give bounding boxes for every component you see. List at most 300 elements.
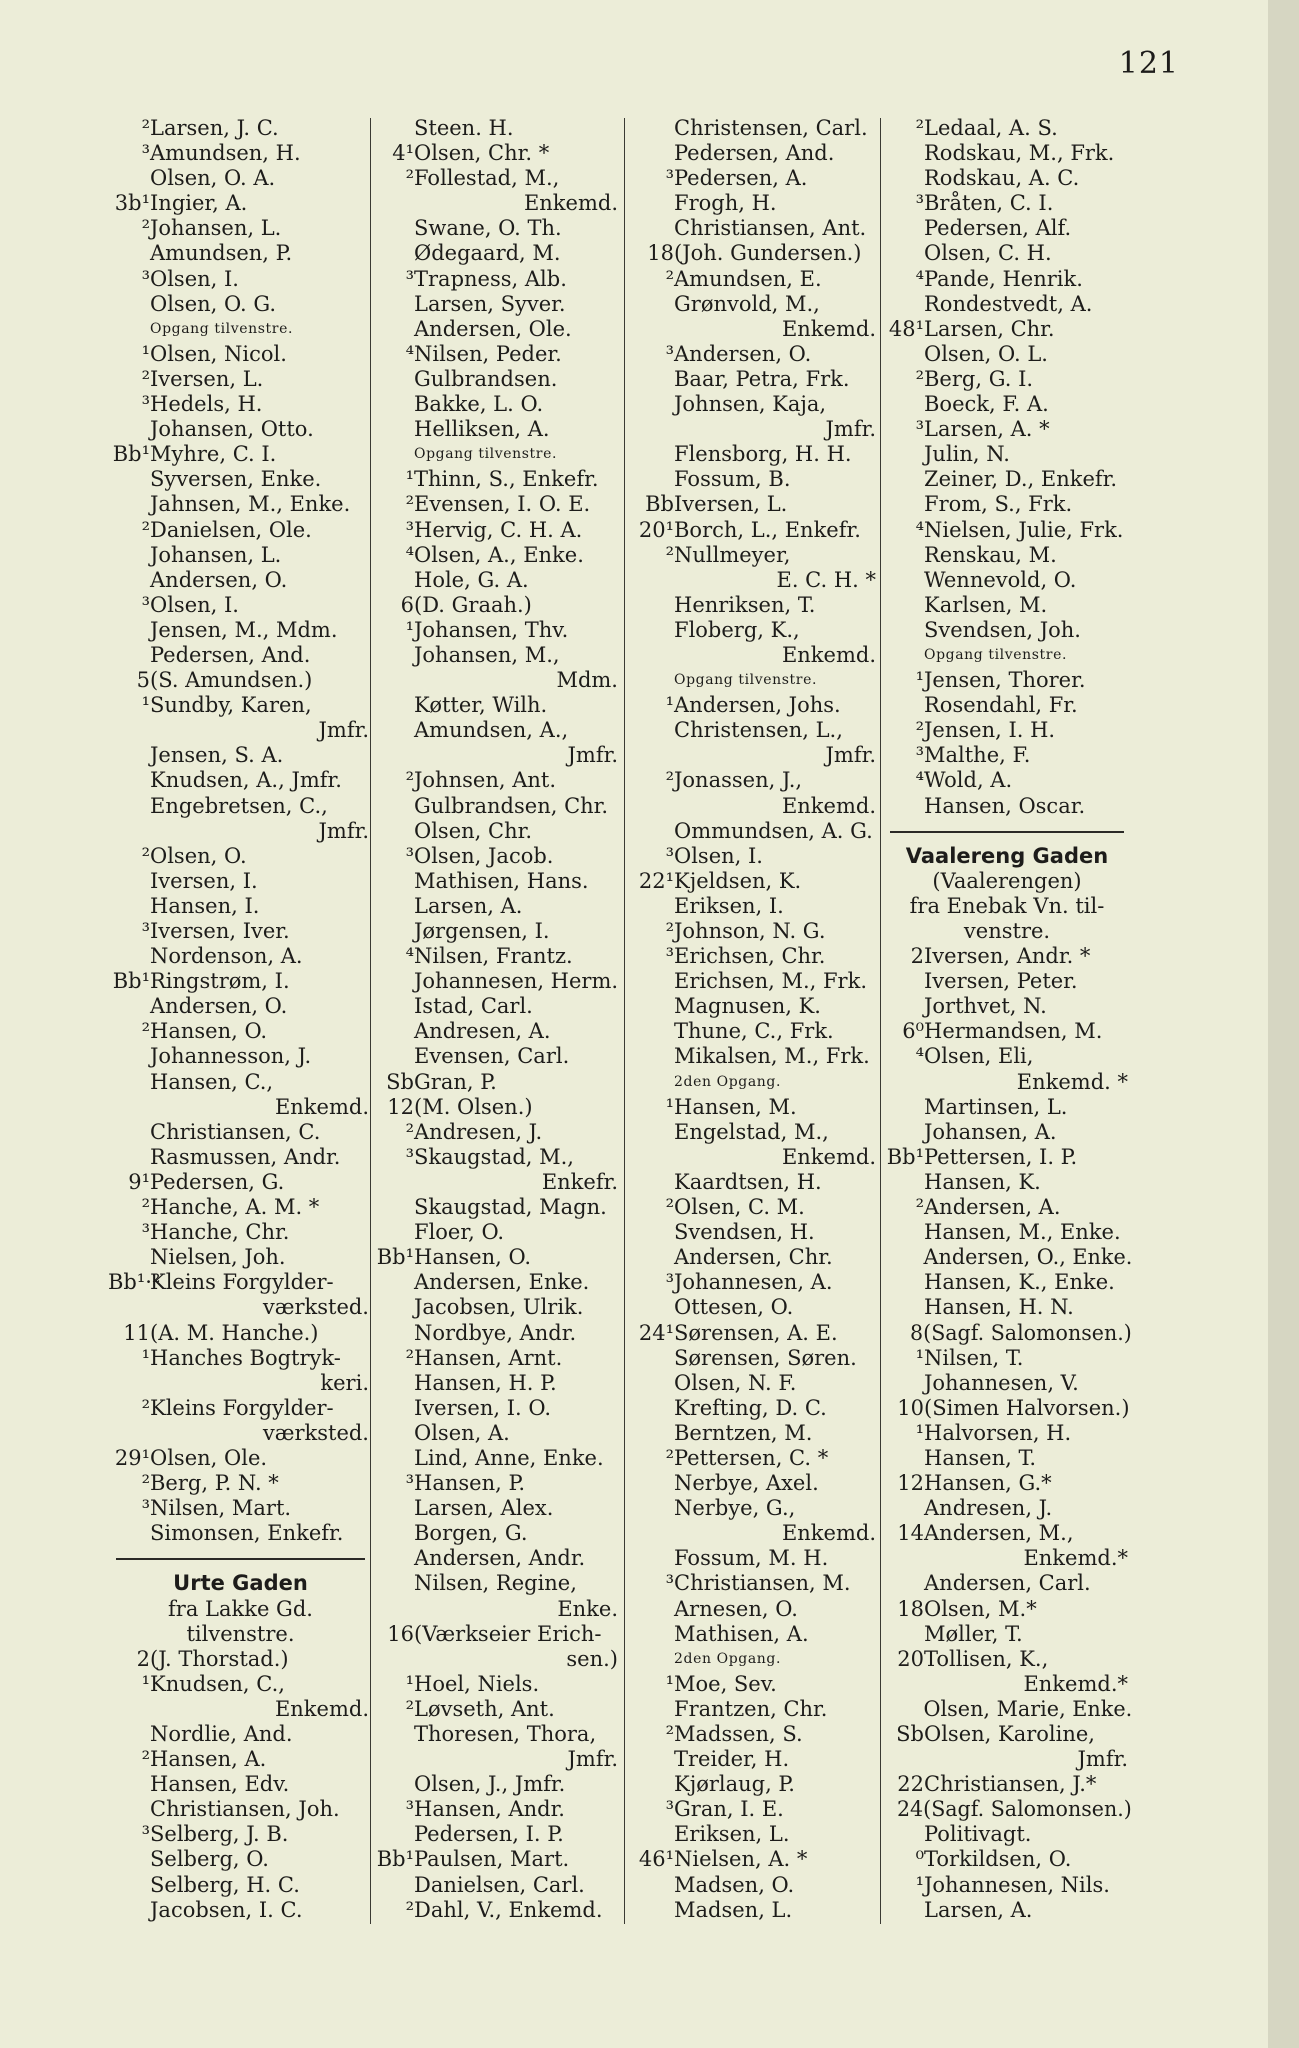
entry-name: Christiansen, M. <box>674 1571 851 1596</box>
resident-entry <box>632 944 880 969</box>
entry-name: Danielsen, Carl. <box>414 1872 585 1897</box>
entry-name: Baar, Petra, Frk. <box>674 366 850 391</box>
entry-marker: ¹ <box>141 341 150 366</box>
stair-subheading: 2den Opgang. <box>674 1650 781 1667</box>
resident-entry <box>372 844 622 869</box>
resident-entry <box>372 1446 622 1471</box>
resident-entry <box>632 1571 880 1596</box>
entry-name: Johannesen, V. <box>924 1370 1079 1395</box>
resident-entry <box>632 1019 880 1044</box>
entry-name: (D. Graah.) <box>414 592 532 617</box>
entry-marker: ² <box>665 266 674 291</box>
entry-marker: ³ <box>405 266 414 291</box>
resident-entry <box>372 216 622 241</box>
resident-entry <box>632 1245 880 1270</box>
entry-marker: ³ <box>665 1571 674 1596</box>
entry-continuation: Jmfr. <box>318 818 369 843</box>
entry-name: Nielsen, A. * <box>674 1847 808 1872</box>
entry-marker: ¹ <box>141 1345 150 1370</box>
resident-entry <box>882 317 1132 342</box>
entry-name: Dahl, V., Enkemd. <box>414 1897 603 1922</box>
resident-entry <box>632 116 880 141</box>
entry-name: Olsen, J., Jmfr. <box>414 1772 566 1797</box>
resident-entry <box>632 869 880 894</box>
entry-name: Johnsen, Kaja, <box>674 392 827 417</box>
entry-name: Nerbye, G., <box>674 1496 796 1521</box>
entry-name: Pedersen, I. P. <box>414 1822 564 1847</box>
entry-name: Jorthvet, N. <box>924 994 1047 1019</box>
resident-entry <box>882 1270 1132 1295</box>
entry-name: Pettersen, C. * <box>674 1445 829 1470</box>
resident-entry <box>372 768 622 793</box>
entry-name: Gulbrandsen. <box>414 366 558 391</box>
resident-entry <box>108 1722 373 1747</box>
resident-entry <box>882 1170 1132 1195</box>
entry-continuation: værksted. <box>262 1420 369 1445</box>
entry-name: Olsen, M.* <box>924 1596 1037 1621</box>
resident-entry <box>372 267 622 292</box>
entry-marker: Bb¹·² <box>108 1270 161 1295</box>
entry-name: Johansen, Otto. <box>150 417 314 442</box>
resident-entry <box>882 1245 1133 1270</box>
entry-name: Christiansen, Joh. <box>150 1797 340 1822</box>
entry-name: Evensen, Carl. <box>414 1044 570 1069</box>
entry-name: Møller, T. <box>924 1621 1023 1646</box>
resident-entry <box>882 392 1132 417</box>
resident-entry <box>882 442 1132 467</box>
resident-entry <box>108 1044 373 1069</box>
section-rule <box>108 1546 373 1571</box>
entry-name: Jensen, S. A. <box>150 743 284 768</box>
resident-entry <box>632 543 880 568</box>
entry-name: Madssen, S. <box>674 1722 803 1746</box>
resident-entry <box>632 1622 880 1647</box>
entry-name: Jørgensen, I. <box>414 919 550 943</box>
entry-name: Hansen, C., <box>150 1069 274 1094</box>
resident-entry <box>372 543 622 568</box>
entry-name: Larsen, Syver. <box>414 291 566 316</box>
entry-marker: ⁴ <box>915 517 924 542</box>
resident-entry <box>882 1647 1132 1672</box>
entry-marker: ² <box>665 768 674 793</box>
entry-name: Martinsen, L. <box>924 1094 1068 1119</box>
resident-entry <box>632 994 880 1019</box>
entry-name: Hole, G. A. <box>414 567 529 592</box>
resident-entry <box>632 392 880 417</box>
entry-continuation: Jmfr. <box>1077 1747 1128 1772</box>
entry-name: Thune, C., Frk. <box>674 1019 834 1044</box>
stair-subheading: 2den Opgang. <box>674 1073 781 1090</box>
resident-entry <box>882 568 1132 593</box>
entry-name: Kleins Forgylder- <box>150 1270 334 1295</box>
entry-marker: ² <box>141 216 150 241</box>
entry-name: Thoresen, Thora, <box>414 1722 597 1746</box>
entry-name: Andersen, O. <box>150 994 288 1019</box>
entry-marker: 14 <box>897 1521 924 1546</box>
resident-entry <box>372 392 622 417</box>
entry-name: Madsen, L. <box>674 1897 793 1922</box>
entry-name: Berg, G. I. <box>924 366 1034 391</box>
entry-name: Mikalsen, M., Frk. <box>674 1044 870 1069</box>
resident-entry <box>632 191 880 216</box>
entry-name: Thinn, S., Enkefr. <box>414 467 599 492</box>
resident-entry <box>372 1571 622 1596</box>
resident-entry <box>108 417 373 442</box>
entry-marker: ³ <box>665 944 674 969</box>
resident-entry <box>882 1822 1132 1847</box>
resident-entry <box>108 944 373 969</box>
resident-entry <box>372 141 622 166</box>
entry-name: Johannesen, A. <box>674 1270 833 1295</box>
entry-name: Nilsen, Regine, <box>414 1571 577 1596</box>
entry-name: Hansen, K. <box>924 1169 1041 1194</box>
entry-name: Pedersen, G. <box>150 1169 285 1194</box>
resident-entry <box>632 593 880 618</box>
entry-name: Olsen, I. <box>150 266 239 291</box>
street-heading: Urte Gaden <box>173 1571 308 1596</box>
entry-name: Zeiner, D., Enkefr. <box>924 467 1118 492</box>
resident-entry <box>882 1095 1132 1120</box>
entry-continuation: Enkemd.* <box>1023 1546 1128 1571</box>
resident-entry <box>632 342 880 367</box>
entry-marker: ² <box>915 366 924 391</box>
resident-entry <box>372 1220 622 1245</box>
resident-entry <box>882 1571 1132 1596</box>
resident-entry <box>108 668 373 693</box>
entry-name: Frantzen, Chr. <box>674 1696 828 1721</box>
resident-entry <box>632 1873 880 1898</box>
resident-entry <box>882 467 1132 492</box>
resident-entry <box>372 1120 622 1145</box>
entry-continuation: Enkemd. <box>781 316 876 341</box>
resident-entry <box>372 1622 622 1647</box>
entry-name: Larsen, A. * <box>924 417 1050 442</box>
entry-marker: ¹ <box>665 693 674 718</box>
entry-name: Gran, I. E. <box>674 1797 784 1822</box>
entry-name: Olsen, N. F. <box>674 1370 797 1395</box>
entry-name: Ødegaard, M. <box>414 241 561 266</box>
resident-entry <box>372 618 622 643</box>
entry-marker: ² <box>665 1195 674 1220</box>
entry-name: Karlsen, M. <box>924 592 1048 617</box>
resident-entry <box>108 191 373 216</box>
entry-marker: ² <box>405 166 414 191</box>
entry-marker: 22 <box>897 1772 924 1797</box>
entry-name: Gran, P. <box>414 1069 497 1094</box>
entry-marker: ³ <box>405 517 414 542</box>
entry-name: Andersen, Enke. <box>414 1270 590 1295</box>
resident-entry <box>882 1019 1132 1044</box>
entry-name: Rondestvedt, A. <box>924 291 1093 316</box>
entry-name: Engelstad, M., <box>674 1119 829 1144</box>
resident-entry <box>372 1496 622 1521</box>
entry-name: Iversen, I. O. <box>414 1395 552 1420</box>
entry-name: Nilsen, Peder. <box>414 341 562 366</box>
resident-entry <box>632 1270 880 1295</box>
entry-marker: ³ <box>141 1220 150 1245</box>
resident-entry <box>108 1647 373 1672</box>
entry-name: Myhre, C. I. <box>150 442 277 467</box>
resident-entry <box>372 869 622 894</box>
entry-name: Johannesen, Nils. <box>924 1872 1110 1897</box>
resident-entry <box>632 518 880 543</box>
resident-entry <box>372 342 622 367</box>
entry-continuation: Jmfr. <box>825 417 876 442</box>
entry-name: Selberg, H. C. <box>150 1872 300 1897</box>
resident-entry <box>882 1320 1132 1346</box>
resident-entry <box>372 718 622 743</box>
resident-entry <box>108 1521 373 1546</box>
resident-entry <box>108 267 373 292</box>
entry-name: Evensen, I. O. E. <box>414 492 591 517</box>
entry-name: Wold, A. <box>924 768 1013 793</box>
resident-entry <box>882 994 1132 1019</box>
column-4 <box>882 116 1132 1923</box>
entry-name: Hedels, H. <box>150 392 263 417</box>
resident-entry <box>632 1371 880 1396</box>
resident-entry <box>108 342 373 367</box>
stair-subheading: Opgang tilvenstre. <box>150 320 294 337</box>
entry-name: Kaardtsen, H. <box>674 1169 822 1194</box>
resident-entry <box>632 1847 880 1872</box>
resident-entry <box>632 1095 880 1120</box>
resident-entry <box>882 1722 1132 1747</box>
entry-name: Fossum, M. H. <box>674 1546 829 1571</box>
entry-continuation: Jmfr. <box>318 718 369 743</box>
entry-name: Nordbye, Andr. <box>414 1320 577 1345</box>
resident-entry <box>632 241 880 266</box>
entry-name: Johnsen, Ant. <box>414 768 556 793</box>
resident-entry <box>882 1696 1133 1722</box>
resident-entry <box>632 1120 880 1145</box>
entry-marker: ³ <box>405 1471 414 1496</box>
resident-entry <box>108 869 373 894</box>
resident-entry <box>372 593 622 618</box>
entry-name: Andersen, A. <box>924 1195 1061 1220</box>
resident-entry <box>632 768 880 793</box>
entry-marker: 18 <box>647 241 674 266</box>
resident-entry <box>108 116 373 141</box>
resident-entry <box>372 994 622 1019</box>
resident-entry <box>632 1697 880 1722</box>
street-description: venstre. <box>963 919 1051 943</box>
entry-name: Christiansen, C. <box>150 1119 321 1144</box>
entry-continuation: Enkemd. <box>274 1094 369 1119</box>
resident-entry <box>372 1044 622 1069</box>
entry-marker: 20 <box>897 1646 924 1671</box>
resident-entry <box>108 141 373 166</box>
entry-name: Johannesen, Herm. <box>414 969 619 994</box>
resident-entry <box>882 1446 1132 1471</box>
resident-entry <box>882 1898 1132 1923</box>
resident-entry <box>882 191 1132 216</box>
resident-entry <box>372 1371 622 1396</box>
resident-entry <box>882 543 1132 568</box>
resident-entry <box>632 1747 880 1772</box>
entry-marker: ² <box>141 517 150 542</box>
resident-entry <box>372 1070 622 1095</box>
entry-marker: ⁴ <box>405 341 414 366</box>
entry-name: Andersen, Ole. <box>414 316 572 341</box>
entry-name: Kleins Forgylder- <box>150 1395 334 1420</box>
entry-name: Knudsen, A., Jmfr. <box>150 768 342 793</box>
resident-entry <box>632 1772 880 1797</box>
entry-name: Larsen, J. C. <box>150 116 279 140</box>
entry-name: Hervig, C. H. A. <box>414 517 583 542</box>
column-1 <box>108 116 373 1923</box>
entry-marker: 10 <box>897 1395 924 1420</box>
resident-entry <box>632 1044 880 1069</box>
resident-entry <box>108 442 373 467</box>
entry-marker: 4¹ <box>392 141 414 166</box>
entry-marker: ² <box>405 492 414 517</box>
resident-entry <box>632 1170 880 1195</box>
resident-entry <box>632 894 880 919</box>
entry-name: Olsen, Karoline, <box>924 1722 1095 1746</box>
entry-marker: 5 <box>136 668 150 693</box>
entry-name: Hansen, Arnt. <box>414 1345 563 1370</box>
entry-name: Skaugstad, Magn. <box>414 1195 607 1220</box>
entry-marker: 12 <box>897 1471 924 1496</box>
entry-name: Sørensen, Søren. <box>674 1345 857 1370</box>
resident-entry <box>882 768 1132 793</box>
resident-entry <box>882 794 1132 819</box>
entry-marker: ³ <box>915 191 924 216</box>
resident-entry <box>882 1346 1132 1371</box>
entry-marker: ¹ <box>405 1671 414 1696</box>
entry-name: Jensen, I. H. <box>924 718 1056 743</box>
entry-name: Olsen, Eli, <box>924 1044 1034 1069</box>
entry-name: Hansen, I. <box>150 893 260 918</box>
resident-entry <box>882 1471 1132 1496</box>
entry-name: Jahnsen, M., Enke. <box>150 492 351 517</box>
entry-name: Hansen, O. <box>150 1019 268 1044</box>
entry-name: Grønvold, M., <box>674 291 820 316</box>
entry-name: Hansen, P. <box>414 1471 525 1496</box>
column-3 <box>632 116 880 1923</box>
entry-marker: 24¹ <box>638 1320 674 1345</box>
entry-name: Olsen, O. G. <box>150 291 277 316</box>
entry-name: Simonsen, Enkefr. <box>150 1521 344 1546</box>
resident-entry <box>108 1145 373 1170</box>
entry-name: Hermandsen, M. <box>924 1019 1103 1044</box>
entry-name: Frogh, H. <box>674 191 777 216</box>
entry-name: Larsen, A. <box>924 1897 1033 1922</box>
entry-name: Henriksen, T. <box>674 592 816 617</box>
entry-continuation: Jmfr. <box>825 743 876 768</box>
entry-name: Malthe, F. <box>924 743 1031 768</box>
entry-name: Iversen, L. <box>674 492 788 517</box>
entry-marker: Sb <box>896 1722 924 1746</box>
entry-name: Johansen, M., <box>414 642 560 667</box>
entry-name: Follestad, M., <box>414 166 560 191</box>
entry-name: Hansen, Edv. <box>150 1772 290 1797</box>
resident-entry <box>882 618 1132 643</box>
entry-continuation: keri. <box>320 1370 369 1395</box>
entry-marker: ² <box>141 366 150 391</box>
street-description: fra Enebak Vn. til- <box>909 893 1105 918</box>
entry-name: Olsen, O. A. <box>150 166 276 191</box>
entry-marker: ³ <box>665 843 674 868</box>
entry-marker: ² <box>665 1722 674 1746</box>
resident-entry <box>372 1471 622 1496</box>
resident-entry <box>632 969 880 994</box>
resident-entry <box>372 1672 622 1697</box>
entry-name: Jacobsen, I. C. <box>150 1897 303 1922</box>
entry-name: Hansen, Oscar. <box>924 793 1086 818</box>
entry-name: Nilsen, Mart. <box>150 1496 292 1521</box>
resident-entry <box>372 1722 622 1747</box>
resident-entry <box>882 216 1132 241</box>
entry-marker: ² <box>405 1345 414 1370</box>
entry-name: Wennevold, O. <box>924 567 1077 592</box>
resident-entry <box>108 1747 373 1772</box>
entry-name: Flensborg, H. H. <box>674 442 852 467</box>
resident-entry <box>632 292 880 317</box>
resident-entry <box>882 492 1132 517</box>
entry-continuation: Enkemd. <box>274 1696 369 1721</box>
entry-marker: ² <box>915 116 924 140</box>
entry-marker: ² <box>405 1119 414 1144</box>
entry-name: Borgen, G. <box>414 1521 528 1546</box>
resident-entry <box>632 367 880 392</box>
entry-marker: ³ <box>665 166 674 191</box>
entry-name: Svendsen, Joh. <box>924 617 1081 642</box>
entry-marker: Sb <box>386 1069 414 1094</box>
resident-entry <box>882 668 1132 693</box>
resident-entry <box>882 1597 1132 1622</box>
entry-name: Kjørlaug, P. <box>674 1772 795 1797</box>
entry-name: (Sagf. Salomonsen.) <box>923 1320 1132 1345</box>
entry-marker: Bb¹ <box>886 1144 924 1169</box>
column-2 <box>372 116 622 1923</box>
resident-entry <box>632 1722 880 1747</box>
entry-name: Nilsen, Frantz. <box>414 944 573 969</box>
entry-marker: ¹ <box>405 467 414 492</box>
entry-name: Andersen, O. <box>150 567 288 592</box>
resident-entry <box>632 1396 880 1421</box>
entry-name: Iversen, Andr. * <box>924 944 1091 969</box>
street-description: fra Lakke Gd. <box>168 1596 313 1621</box>
resident-entry <box>882 1873 1132 1898</box>
entry-marker: 12 <box>387 1094 414 1119</box>
entry-marker: ² <box>915 718 924 743</box>
entry-name: Erichsen, M., Frk. <box>674 969 867 994</box>
entry-name: Amundsen, A., <box>414 718 569 743</box>
entry-name: Fossum, B. <box>674 467 791 492</box>
entry-name: Selberg, O. <box>150 1847 269 1872</box>
entry-marker: 16 <box>387 1621 414 1646</box>
resident-entry <box>372 1697 622 1722</box>
resident-entry <box>372 944 622 969</box>
resident-entry <box>108 1245 373 1270</box>
entry-marker: 48¹ <box>888 316 924 341</box>
resident-entry <box>108 1772 373 1797</box>
resident-entry <box>108 216 373 241</box>
resident-entry <box>108 1873 373 1898</box>
entry-name: Nerbye, Axel. <box>674 1471 819 1496</box>
resident-entry <box>372 643 622 668</box>
entry-marker: 11 <box>123 1320 150 1345</box>
resident-entry <box>372 1521 622 1546</box>
street-description: (Vaalerengen) <box>932 868 1082 893</box>
entry-marker: ³ <box>141 141 150 166</box>
resident-entry <box>882 518 1132 543</box>
street-heading: Vaalereng Gaden <box>905 843 1109 868</box>
entry-name: Mathisen, A. <box>674 1621 809 1646</box>
resident-entry <box>882 241 1132 266</box>
resident-entry <box>372 794 622 819</box>
